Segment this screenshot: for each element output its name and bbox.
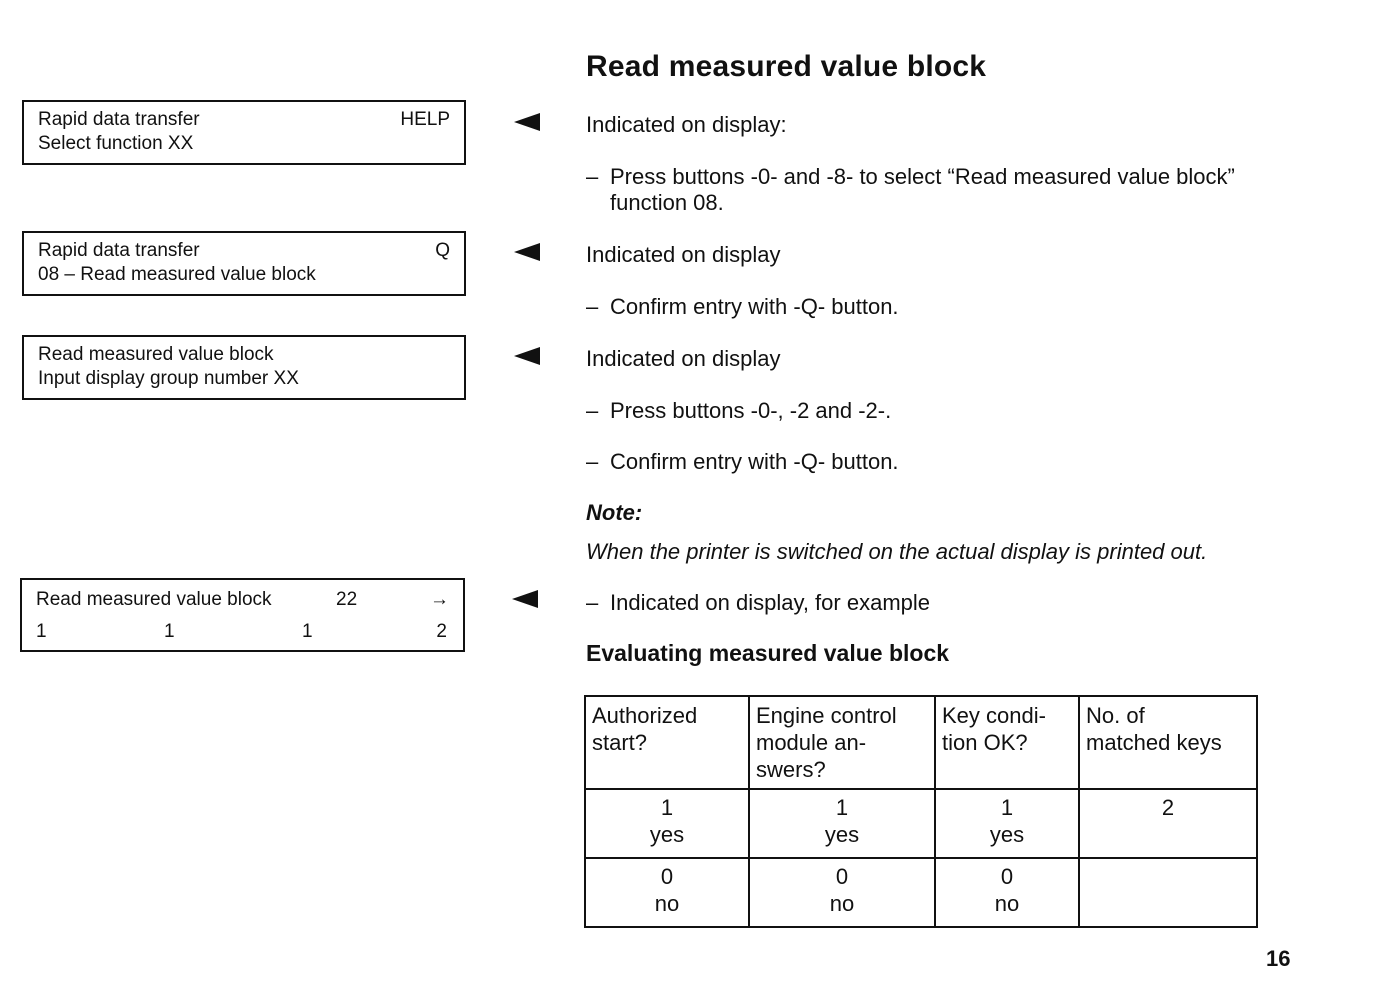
pointer-arrow-icon: [514, 347, 540, 365]
header-line: swers?: [756, 757, 826, 782]
table-cell: [585, 789, 749, 858]
step-text: Indicated on display:: [586, 112, 787, 137]
step-text: Confirm entry with -Q- button.: [610, 294, 899, 319]
cell-value: 0: [660, 864, 674, 889]
dash: –: [586, 398, 599, 423]
display-line: Input display group number XX: [38, 368, 299, 389]
cell-value: 1: [1000, 795, 1014, 820]
pointer-arrow-icon: [514, 243, 540, 261]
table-cell: [749, 858, 935, 927]
cell-value: 1: [835, 795, 849, 820]
step-text: Press buttons -0- and -8- to select “Read measured value block”: [610, 164, 1235, 189]
cell-meaning: yes: [989, 822, 1025, 847]
cell-value: 0: [1000, 864, 1014, 889]
table-cell: [1079, 789, 1257, 858]
step-text: Indicated on display, for example: [610, 590, 930, 615]
table-header-row: [585, 696, 1257, 789]
cell-meaning: yes: [824, 822, 860, 847]
display-line: Select function XX: [38, 133, 194, 154]
pointer-arrow-icon: [512, 590, 538, 608]
table-cell: [935, 789, 1079, 858]
evaluation-table: [584, 695, 1258, 928]
display-box-1: [22, 100, 466, 165]
dash: –: [586, 294, 599, 319]
display-box-3: [22, 335, 466, 400]
step-text: Confirm entry with -Q- button.: [610, 449, 899, 474]
page-title: Read measured value block: [586, 50, 987, 83]
header-line: Authorized: [592, 703, 698, 728]
table-header-cell: [749, 696, 935, 789]
display-line: Read measured value block: [36, 589, 272, 610]
table-header-cell: [1079, 696, 1257, 789]
display-box-2: [22, 231, 466, 296]
display-value: 1: [164, 621, 175, 642]
step-text: Press buttons -0-, -2 and -2-.: [610, 398, 892, 423]
display-line: Read measured value block: [38, 344, 274, 365]
display-group: 22: [336, 589, 358, 610]
header-line: No. of: [1086, 703, 1145, 728]
header-line: start?: [592, 730, 648, 755]
display-key: Q: [435, 240, 450, 261]
display-value: 1: [302, 621, 313, 642]
table-row: [585, 858, 1257, 927]
header-line: module an-: [756, 730, 867, 755]
note-text: When the printer is switched on the actual display is printed out.: [586, 539, 1208, 564]
table-cell: [585, 858, 749, 927]
cell-meaning: no: [654, 891, 680, 916]
section-heading: Evaluating measured value block: [586, 640, 950, 666]
step-text: Indicated on display: [586, 242, 781, 267]
header-line: matched keys: [1086, 730, 1222, 755]
header-line: Engine control: [756, 703, 897, 728]
pointer-arrow-icon: [514, 113, 540, 131]
display-line: Rapid data transfer: [38, 109, 200, 130]
display-box-4: [20, 578, 465, 652]
display-value: 2: [436, 621, 447, 642]
table-header-cell: [585, 696, 749, 789]
table-cell: [749, 789, 935, 858]
cell-meaning: yes: [649, 822, 685, 847]
table-cell: [1079, 858, 1257, 927]
dash: –: [586, 590, 599, 615]
note-heading: Note:: [586, 500, 643, 525]
cell-meaning: no: [994, 891, 1020, 916]
display-key: HELP: [400, 109, 450, 130]
page-number: 16: [1266, 946, 1291, 971]
table-header-cell: [935, 696, 1079, 789]
cell-value: 2: [1161, 795, 1175, 820]
cell-value: 1: [660, 795, 674, 820]
table-row: [585, 789, 1257, 858]
header-line: Key condi-: [942, 703, 1046, 728]
dash: –: [586, 449, 599, 474]
header-line: tion OK?: [942, 730, 1028, 755]
display-arrow: →: [430, 589, 449, 610]
display-value: 1: [36, 621, 47, 642]
display-line: 08 – Read measured value block: [38, 264, 316, 285]
dash: –: [586, 164, 599, 189]
step-text: function 08.: [610, 190, 724, 215]
cell-meaning: no: [829, 891, 855, 916]
table-cell: [935, 858, 1079, 927]
step-text: Indicated on display: [586, 346, 781, 371]
cell-value: 0: [835, 864, 849, 889]
display-line: Rapid data transfer: [38, 240, 200, 261]
